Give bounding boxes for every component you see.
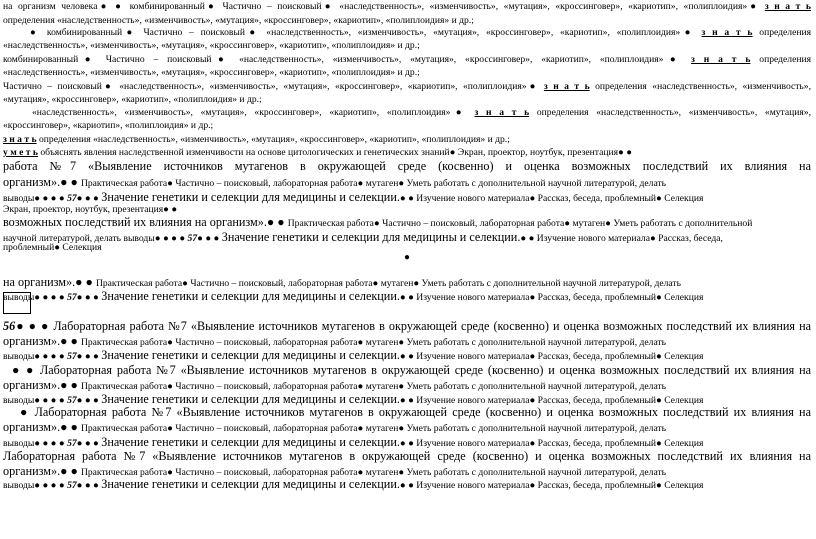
bullets: ● ● ● — [76, 292, 102, 303]
text-segment: определения «наследственность», «изменчивость», «мутация», «кроссинговер», «кариотип», «полиплоидия» и др.; — [36, 134, 510, 145]
text-line-l07 — [3, 82, 811, 92]
text-segment: Частично – поисковый● «наследственность», «изменчивость», «мутация», «кроссинговер», «кариотип», «полиплоидия»● — [3, 81, 544, 92]
small-text: Практическая работа● Частично – поисковый, лабораторная работа● мутаген● Уметь работать с дополнительной научной литературой, делать — [80, 178, 667, 189]
keyword-znat: з н а т ь — [691, 54, 751, 65]
text-segment: «наследственность», «изменчивость», «мутация», «кроссинговер», «кариотип», «полиплоидия» и др.; — [3, 67, 420, 78]
text-line-l04 — [3, 41, 563, 51]
text-segment: выводы● ● ● ● — [3, 395, 68, 406]
text-line-l19 — [3, 243, 203, 253]
text-line-l05 — [3, 55, 811, 65]
keyword-znat: з н а т ь — [764, 1, 811, 12]
text-line-l27 — [3, 393, 811, 406]
lesson-number: 57 — [67, 480, 77, 491]
topic-text: Значение генетики и селекции для медицины и селекции. — [101, 190, 400, 204]
topic-text: Значение генетики и селекции для медицины и селекции. — [101, 392, 400, 406]
text-line-l33 — [3, 478, 811, 491]
stray-bullet: ● — [404, 252, 411, 263]
text-segment: возможных последствий их влияния на организм».● ● — [3, 215, 288, 229]
bullets: ● ● ● — [76, 193, 102, 204]
text-segment: ● ● Изучение нового материала● Рассказ, беседа, проблемный● Селекция — [399, 193, 704, 204]
text-segment: «наследственность», «изменчивость», «мутация», «кроссинговер», «кариотип», «полиплоидия» и др.; — [3, 40, 420, 51]
text-segment: определения «наследственность», «изменчивость», «мутация», — [529, 107, 812, 118]
topic-text: Значение генетики и селекции для медицины и селекции. — [101, 289, 400, 303]
text-segment: на организм человека — [3, 1, 98, 12]
text-segment: на организм».● ● — [3, 275, 96, 289]
text-line-l24 — [3, 349, 811, 362]
text-segment: ● ● комбинированный● Частично – поисковый● «наследственность», «изменчивость», «мутация», «кроссинговер», «кариотип», «полиплоидия»● — [97, 1, 765, 12]
text-segment: научной литературой, делать выводы● ● ● ● — [3, 233, 188, 244]
text-segment: выводы● ● ● ● — [3, 438, 68, 449]
text-segment: ● ● Изучение нового материала● Рассказ, беседа, проблемный● Селекция — [399, 438, 704, 449]
bullets: ● ● ● — [76, 351, 102, 362]
text-segment: объяснять явления наследственной изменчивости на основе цитологических и генетических знаний● Экран, проектор, ноутбук, презентация● ● — [37, 147, 632, 158]
text-segment: ● ● Лабораторная работа №7 «Выявление источников мутагенов в окружающей среде (косвенно) и оценка возможных последствий их влияния на — [12, 363, 811, 377]
text-line-l16 — [3, 205, 303, 215]
keyword-znat: з н а т ь — [474, 107, 530, 118]
text-segment: ● комбинированный● Частично – поисковый● «наследственность», «изменчивость», «мутация», «кроссинговер», «кариотип», «полиплоидия»● — [30, 27, 702, 38]
text-line-l13 — [3, 160, 811, 172]
text-segment: ● ● Изучение нового материала● Рассказ, беседа, проблемный● Селекция — [399, 480, 704, 491]
lesson-number: 57 — [67, 292, 77, 303]
text-segment: «мутация», «кроссинговер», «кариотип», «полиплоидия» и др.; — [3, 94, 262, 105]
text-line-l32 — [3, 465, 811, 478]
text-line-l25 — [12, 364, 811, 376]
text-segment: Лабораторная работа №7 «Выявление источников мутагенов в окружающей среде (косвенно) и оценка возможных последствий их влияния на — [3, 449, 811, 463]
lesson-number: 57 — [67, 193, 77, 204]
text-line-l30 — [3, 436, 811, 449]
text-segment: ● ● Изучение нового материала● Рассказ, беседа, проблемный● Селекция — [399, 292, 704, 303]
bullets: ● ● ● — [76, 395, 102, 406]
text-line-l11 — [3, 135, 613, 145]
text-line-l31 — [3, 450, 811, 462]
text-segment: Экран, проектор, ноутбук, презентация● ● — [3, 204, 178, 215]
text-segment: проблемный● Селекция — [3, 242, 102, 253]
text-segment: ● ● Изучение нового материала● Рассказ, беседа, проблемный● Селекция — [399, 351, 704, 362]
bullets: ● ● ● — [197, 233, 222, 244]
text-segment: «кроссинговер», «кариотип», «полиплоидия» и др.; — [3, 120, 214, 131]
text-line-l15 — [3, 191, 811, 204]
small-text: Практическая работа● Частично – поисковый, лабораторная работа● мутаген● Уметь работать с дополнительной научной литературой, делать — [95, 278, 682, 289]
text-line-l18 — [3, 231, 811, 244]
text-line-l22 — [3, 320, 811, 332]
text-segment: организм».● ● — [3, 420, 81, 434]
text-line-l06 — [3, 68, 563, 78]
text-segment: организм».● ● — [3, 464, 81, 478]
text-segment: работа №7 «Выявление источников мутагенов в окружающей среде (косвенно) и оценка возможных последствий их влияния на — [3, 159, 811, 173]
text-line-l23 — [3, 335, 811, 348]
text-segment: определения «наследственность», «изменчивость», «мутация», «кроссинговер», «кариотип», «полиплоидия» и др.; — [3, 15, 474, 26]
text-segment: выводы● ● ● ● — [3, 480, 68, 491]
topic-text: Значение генетики и селекции для медицины и селекции. — [101, 348, 400, 362]
small-text: Практическая работа● Частично – поисковый, лабораторная работа● мутаген● Уметь работать с дополнительной научной литературой, делать — [80, 423, 667, 434]
text-line-l01 — [3, 2, 811, 12]
text-line-l12 — [3, 148, 683, 158]
small-text: Практическая работа● Частично – поисковый, лабораторная работа● мутаген● Уметь работать с дополнительной научной литературой, делать — [80, 337, 667, 348]
text-line-l26 — [3, 379, 811, 392]
text-line-l03 — [30, 28, 811, 38]
text-line-l02 — [3, 16, 643, 26]
text-segment: организм».● ● — [3, 175, 81, 189]
text-line-l17 — [3, 216, 811, 229]
lesson-number: 57 — [67, 351, 77, 362]
bullets: ● ● ● — [76, 480, 102, 491]
text-segment: выводы● ● ● ● — [3, 193, 68, 204]
small-text: Практическая работа● Частично – поисковый, лабораторная работа● мутаген● Уметь работать с дополнительной научной литературой, делать — [80, 467, 667, 478]
topic-text: Значение генетики и селекции для медицины и селекции. — [101, 477, 400, 491]
text-segment: выводы● ● ● ● — [3, 292, 68, 303]
text-segment: определения — [752, 27, 812, 38]
text-line-l29 — [3, 421, 811, 434]
text-segment: выводы● ● ● ● — [3, 351, 68, 362]
lesson-number: 57 — [187, 233, 198, 244]
text-segment: «наследственность», «изменчивость», «мутация», «кроссинговер», «кариотип», «полиплоидия»● — [32, 107, 475, 118]
lesson-number: 57 — [67, 395, 77, 406]
small-text: Практическая работа● Частично – поисковый, лабораторная работа● мутаген● Уметь работать с дополнительной — [287, 218, 753, 229]
topic-text: Значение генетики и селекции для медицины и селекции. — [101, 435, 400, 449]
keyword-lead: у м е т ь — [3, 147, 38, 158]
text-segment: определения — [750, 54, 812, 65]
item-number: 56 — [3, 319, 16, 333]
text-segment: организм».● ● — [3, 334, 81, 348]
text-segment: ● ● ● Лабораторная работа №7 «Выявление источников мутагенов в окружающей среде (косвенно) и оценка возможных последствий их влияния на — [15, 319, 811, 333]
text-segment: определения «наследственность», «изменчивость», — [589, 81, 811, 92]
bullets: ● ● ● — [76, 438, 102, 449]
text-segment: комбинированный● Частично – поисковый● «наследственность», «изменчивость», «мутация», «кроссинговер», «кариотип», «полиплоидия»● — [3, 54, 692, 65]
text-segment: организм».● ● — [3, 378, 81, 392]
text-segment: ● ● Изучение нового материала● Рассказ, беседа, — [520, 233, 723, 244]
text-line-l28 — [20, 406, 811, 418]
text-line-l10 — [3, 121, 343, 131]
text-line-l14 — [3, 176, 811, 189]
keyword-lead: з н а т ь — [3, 134, 37, 145]
text-segment: ● ● Изучение нового материала● Рассказ, беседа, проблемный● Селекция — [399, 395, 704, 406]
topic-text: Значение генетики и селекции для медицины и селекции. — [221, 230, 521, 244]
text-segment: ● Лабораторная работа №7 «Выявление источников мутагенов в окружающей среде (косвенно) и оценка возможных последствий их влияния на — [20, 405, 811, 419]
keyword-znat: з н а т ь — [543, 81, 590, 92]
text-line-l20 — [3, 276, 811, 289]
lesson-number: 57 — [67, 438, 77, 449]
small-text: Практическая работа● Частично – поисковый, лабораторная работа● мутаген● Уметь работать с дополнительной научной литературой, делать — [80, 381, 667, 392]
text-line-l21 — [3, 290, 811, 303]
text-line-l09 — [32, 108, 811, 118]
text-line-l08 — [3, 95, 423, 105]
keyword-znat: з н а т ь — [701, 27, 753, 38]
empty-table-cell — [3, 292, 31, 314]
